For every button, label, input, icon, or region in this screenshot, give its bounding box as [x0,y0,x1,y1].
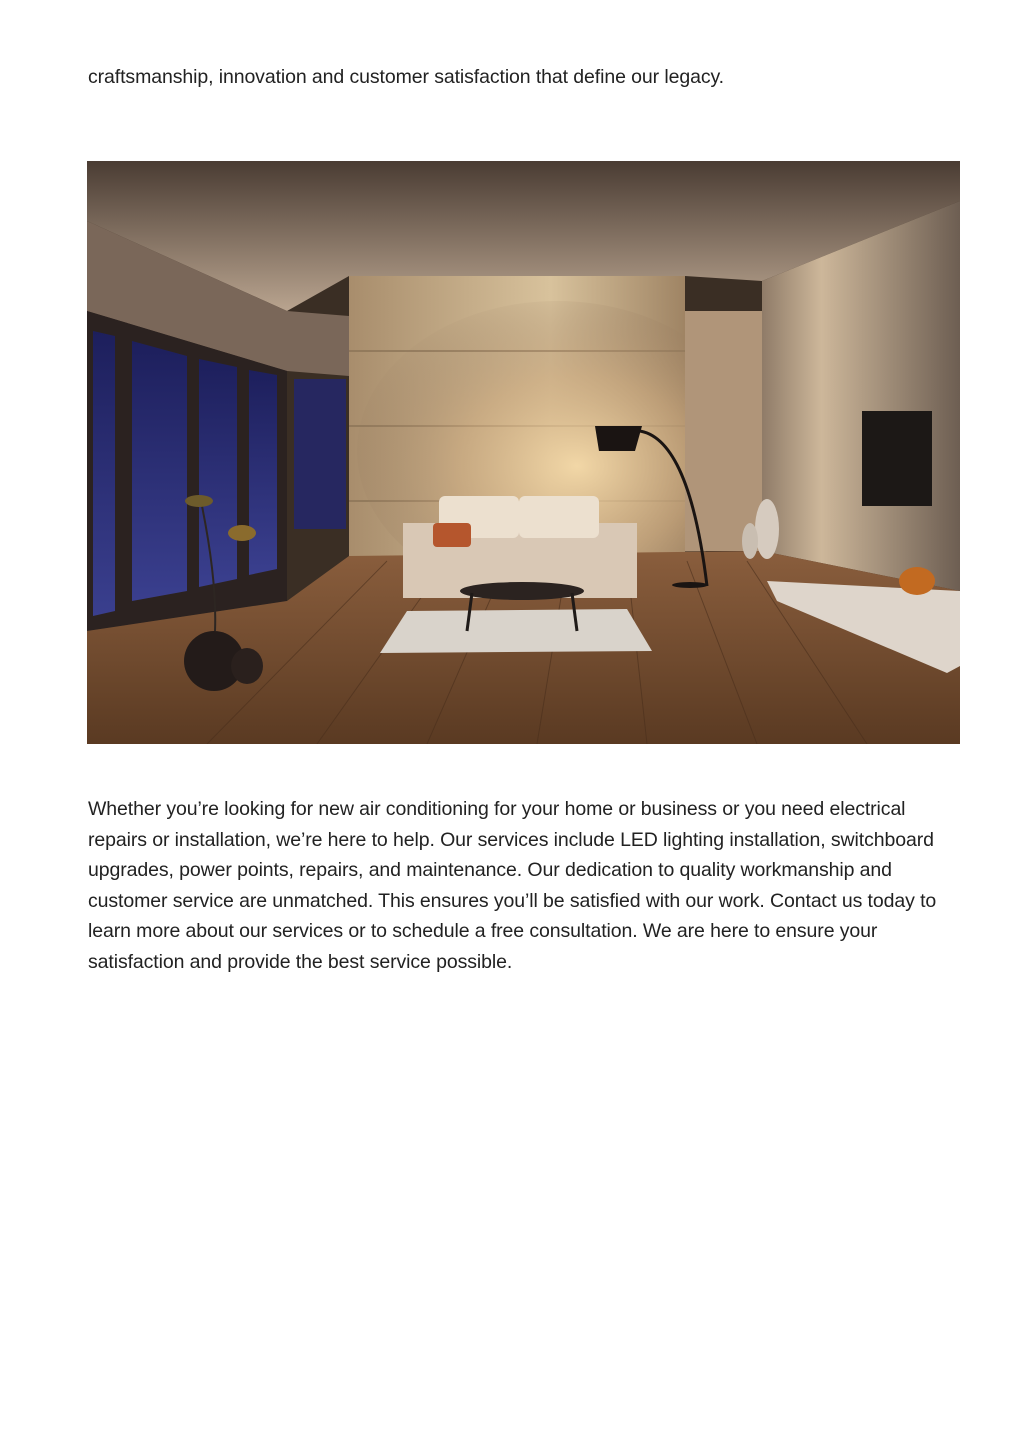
services-paragraph: Whether you’re looking for new air conditioning for your home or business or you need electrical repairs or installation, we’re here to help. Our services include LED lighting installation, switchboard upgrades, power points, repairs, and maintenance. Our dedication to quality workmanship and customer service are unmatched. This ensures you’ll be satisfied with our work. Contact us today to learn more about our services or to schedule a free consultation. We are here to ensure your satisfaction and provide the best service possible. [88,798,937,973]
living-room-illustration [87,161,960,744]
intro-line: craftsmanship, innovation and customer satisfaction that define our legacy. [88,66,724,88]
living-room-photo [87,161,960,744]
